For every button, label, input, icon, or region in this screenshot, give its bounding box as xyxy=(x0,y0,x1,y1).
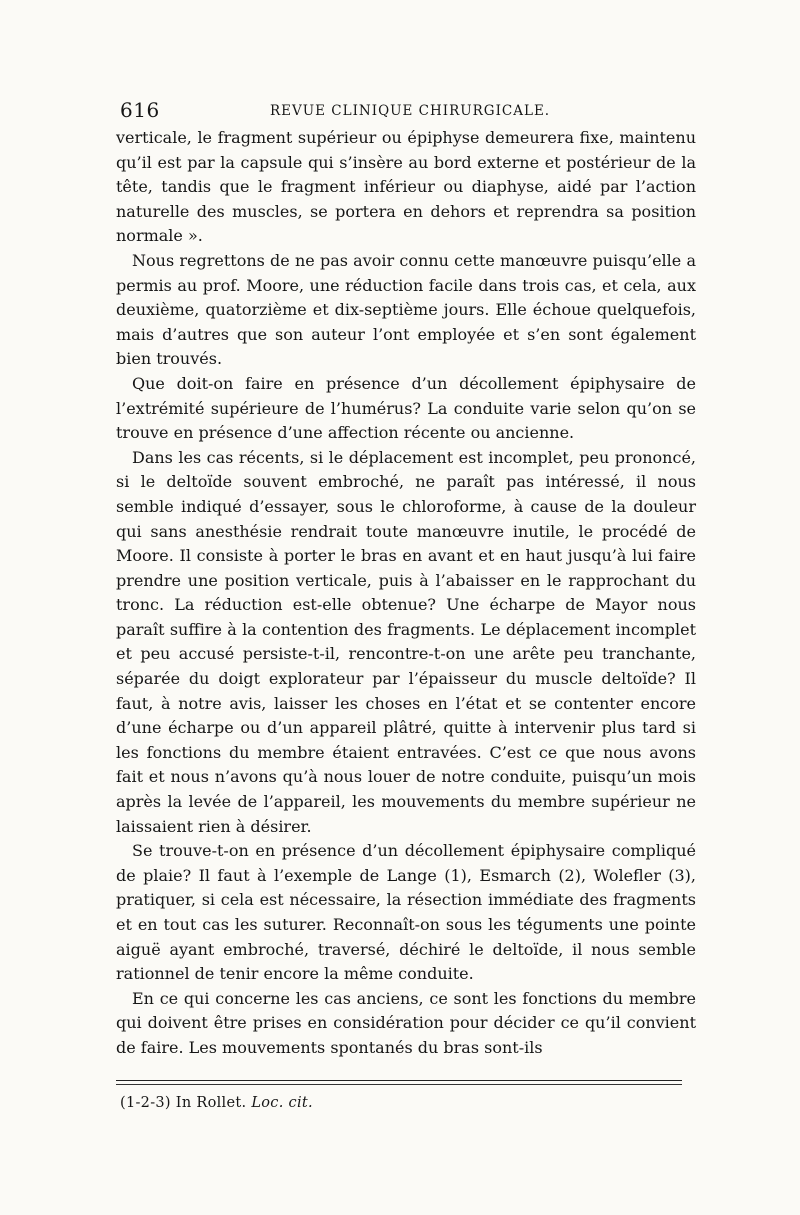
body-text xyxy=(116,126,696,1061)
footnote-divider-secondary xyxy=(116,1084,682,1085)
paragraph-continuation: verticale, le fragment supérieur ou épiphyse demeurera fixe, maintenu qu’il est par la capsule qui s’insère au bord externe et postérieur de la tête, tandis que le fragment inférieur ou diaphyse, aidé par l’action naturelle des muscles, se portera en dehors et reprendra sa position normale ». xyxy=(116,128,696,246)
paragraph: En ce qui concerne les cas anciens, ce sont les fonctions du membre qui doivent être prises en considération pour décider ce qu’il convient de faire. Les mouvements spontanés du bras sont-ils xyxy=(116,988,696,1057)
paragraph: Que doit-on faire en présence d’un décollement épiphysaire de l’extrémité supérieure de l’humérus? La conduite varie selon qu’on se trouve en présence d’une affection récente ou ancienne. xyxy=(116,373,696,443)
page-number: 616 xyxy=(120,98,160,122)
page-header xyxy=(116,98,696,124)
paragraph: Dans les cas récents, si le déplacement est incomplet, peu prononcé, si le deltoïde souvent embroché, ne paraît pas intéressé, il nous semble indiqué d’essayer, sous le chloroforme, à cause de la douleur qui sans anesthésie rendrait toute manœuvre inutile, le procédé de Moore. Il consiste à porter le bras en avant et en haut jusqu’à lui faire prendre une position verticale, puis à l’abaisser en le rapprochant du tronc. La réduction est-elle obtenue? Une écharpe de Mayor nous paraît suffire à la contention des fragments. Le déplacement incomplet et peu accusé persiste-t-il, rencontre-t-on une arête peu tranchante, séparée du doigt explorateur par l’épaisseur du muscle deltoïde? Il faut, à notre avis, laisser les choses en l’état et se contenter encore d’une écharpe ou d’un appareil plâtré, quitte à intervenir plus tard si les fonctions du membre étaient entravées. C’est ce que nous avons fait et nous n’avons qu’à nous louer de notre conduite, puisqu’un mois après la levée de l’appareil, les mouvements du membre supérieur ne laissaient rien à désirer. xyxy=(116,447,696,836)
paragraph: Se trouve-t-on en présence d’un décollement épiphysaire compliqué de plaie? Il faut à l’exemple de Lange (1), Esmarch (2), Wolefler (3), pratiquer, si cela est nécessaire, la résection immédiate des fragments et en tout cas les suturer. Reconnaît-on sous les téguments une pointe aiguë ayant embroché, traversé, déchiré le deltoïde, il nous semble rationnel de tenir encore la même conduite. xyxy=(116,841,696,984)
book-page xyxy=(116,98,696,1111)
footnote xyxy=(120,1095,313,1111)
footnote-source: Loc. cit. xyxy=(251,1095,313,1111)
footnote-reference: (1-2-3) In Rollet. xyxy=(120,1095,247,1111)
footnote-divider xyxy=(116,1080,682,1081)
running-head: REVUE CLINIQUE CHIRURGICALE. xyxy=(270,103,551,119)
paragraph: Nous regrettons de ne pas avoir connu cette manœuvre puisqu’elle a permis au prof. Moore, une réduction facile dans trois cas, et cela, aux deuxième, quatorzième et dix-septième jours. Elle échoue quelquefois, mais d’autres que son auteur l’ont employée et s’en sont également bien trouvés. xyxy=(116,250,696,369)
